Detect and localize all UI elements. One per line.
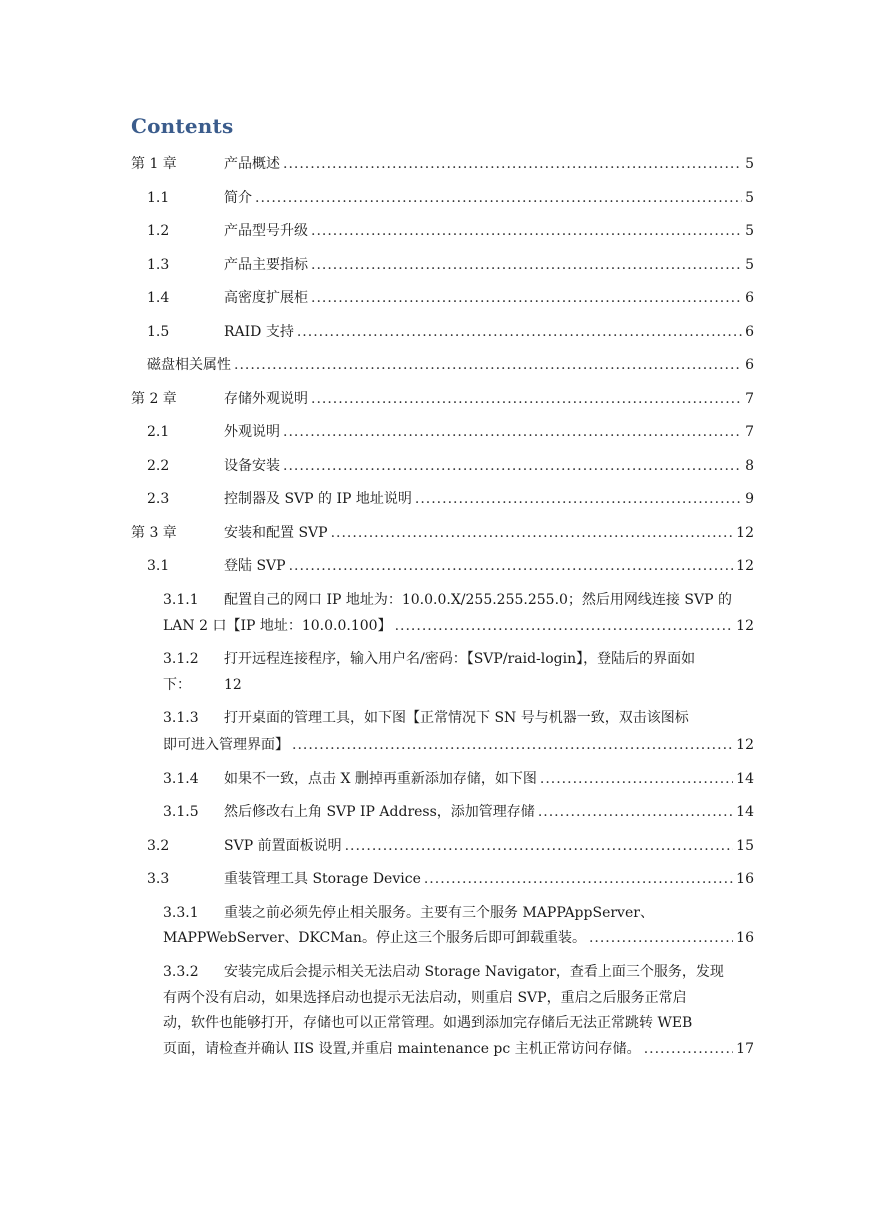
entry-page-number: 7 <box>745 424 754 440</box>
entry-number: 1.2 <box>147 223 170 239</box>
entry-title-cont: 动，软件也能够打开，存储也可以正常管理。如遇到添加完存储后无法正常跳转 WEB <box>163 1015 693 1031</box>
entry-number: 3.1.4 <box>163 771 199 787</box>
entry-number: 第 3 章 <box>131 525 177 541</box>
dot-leader <box>345 837 734 855</box>
entry-title: 如果不一致，点击 X 删掉再重新添加存储，如下图 <box>224 771 537 787</box>
entry-title: 高密度扩展柜 <box>224 290 308 306</box>
entry-title: 存储外观说明 <box>224 391 308 407</box>
entry-title: 磁盘相关属性 <box>147 357 231 373</box>
dot-leader <box>289 557 734 575</box>
entry-number: 3.1 <box>147 558 170 574</box>
entry-title: 安装和配置 SVP <box>224 525 328 541</box>
entry-title: 登陆 SVP <box>224 558 286 574</box>
entry-title-cont: 下： <box>163 677 191 693</box>
entry-number: 第 2 章 <box>131 391 177 407</box>
dot-leader <box>424 870 733 888</box>
dot-leader <box>540 770 733 788</box>
entry-page-number: 12 <box>736 525 754 541</box>
entry-number: 3.3.2 <box>163 964 199 980</box>
entry-page-number: 14 <box>736 804 754 820</box>
entry-title-cont: 页面，请检查并确认 IIS 设置,并重启 maintenance pc 主机正常访问存储。 <box>163 1041 641 1057</box>
dot-leader <box>644 1040 733 1058</box>
entry-number: 1.1 <box>147 190 170 206</box>
dot-leader <box>415 490 742 508</box>
entry-page-number: 5 <box>745 190 754 206</box>
entry-title: 产品概述 <box>224 156 280 172</box>
entry-title: 设备安装 <box>224 458 280 474</box>
entry-number: 3.1.2 <box>163 651 199 667</box>
dot-leader <box>589 929 733 947</box>
entry-page-number: 5 <box>745 257 754 273</box>
dot-leader <box>292 736 733 754</box>
entry-title: SVP 前置面板说明 <box>224 838 342 854</box>
entry-number: 3.2 <box>147 838 170 854</box>
entry-number: 2.2 <box>147 458 170 474</box>
entry-page-number: 5 <box>745 223 754 239</box>
entry-page-number: 12 <box>736 558 754 574</box>
entry-number: 3.1.5 <box>163 804 199 820</box>
entry-page-number: 5 <box>745 156 754 172</box>
dot-leader <box>311 256 742 274</box>
entry-page-number: 14 <box>736 771 754 787</box>
entry-title: 产品型号升级 <box>224 223 308 239</box>
dot-leader <box>311 289 742 307</box>
dot-leader <box>538 803 733 821</box>
entry-title-cont: LAN 2 口【IP 地址：10.0.0.100】 <box>163 618 392 634</box>
entry-page-number: 15 <box>736 838 754 854</box>
entry-page-number: 7 <box>745 391 754 407</box>
toc-title: Contents <box>131 114 234 138</box>
dot-leader <box>283 423 742 441</box>
entry-page-number: 12 <box>736 737 754 753</box>
entry-number: 1.4 <box>147 290 170 306</box>
entry-number: 3.1.3 <box>163 710 199 726</box>
entry-page-number: 17 <box>736 1041 754 1057</box>
dot-leader <box>234 356 742 374</box>
entry-title: 安装完成后会提示相关无法启动 Storage Navigator，查看上面三个服务，发现 <box>224 964 724 980</box>
entry-title: 重装管理工具 Storage Device <box>224 871 421 887</box>
dot-leader <box>395 617 734 635</box>
entry-number: 3.3 <box>147 871 170 887</box>
entry-page-number: 6 <box>745 290 754 306</box>
entry-page-number: 16 <box>736 871 754 887</box>
dot-leader <box>283 155 742 173</box>
dot-leader <box>255 189 742 207</box>
entry-title-cont: 即可进入管理界面】 <box>163 737 289 753</box>
entry-title: 打开桌面的管理工具，如下图【正常情况下 SN 号与机器一致，双击该图标 <box>224 710 689 726</box>
entry-title: 简介 <box>224 190 252 206</box>
entry-page-number: 6 <box>745 357 754 373</box>
entry-title: 重装之前必须先停止相关服务。主要有三个服务 MAPPAppServer、 <box>224 905 654 921</box>
dot-leader <box>283 457 742 475</box>
dot-leader <box>297 323 742 341</box>
entry-number: 3.3.1 <box>163 905 199 921</box>
entry-number: 1.5 <box>147 324 170 340</box>
dot-leader <box>311 390 742 408</box>
entry-page-number: 16 <box>736 930 754 946</box>
entry-number: 2.1 <box>147 424 170 440</box>
entry-page-number: 9 <box>745 491 754 507</box>
entry-title: 控制器及 SVP 的 IP 地址说明 <box>224 491 412 507</box>
dot-leader <box>331 524 734 542</box>
entry-number: 2.3 <box>147 491 170 507</box>
entry-page-number: 6 <box>745 324 754 340</box>
entry-title-cont: 有两个没有启动，如果选择启动也提示无法启动，则重启 SVP，重启之后服务正常启 <box>163 990 687 1006</box>
entry-title: 然后修改右上角 SVP IP Address，添加管理存储 <box>224 804 535 820</box>
entry-title: 产品主要指标 <box>224 257 308 273</box>
entry-number: 第 1 章 <box>131 156 177 172</box>
entry-title-cont: MAPPWebServer、DKCMan。停止这三个服务后即可卸载重装。 <box>163 930 586 946</box>
entry-page-number: 8 <box>745 458 754 474</box>
entry-page-number: 12 <box>224 677 242 693</box>
entry-title: 打开远程连接程序，输入用户名/密码：【SVP/raid-login】，登陆后的界面如 <box>224 651 696 667</box>
entry-title: RAID 支持 <box>224 324 294 340</box>
entry-page-number: 12 <box>736 618 754 634</box>
entry-title: 配置自己的网口 IP 地址为：10.0.0.X/255.255.255.0；然后用网线连接 SVP 的 <box>224 592 732 608</box>
entry-number: 3.1.1 <box>163 592 199 608</box>
dot-leader <box>311 222 742 240</box>
entry-number: 1.3 <box>147 257 170 273</box>
entry-title: 外观说明 <box>224 424 280 440</box>
